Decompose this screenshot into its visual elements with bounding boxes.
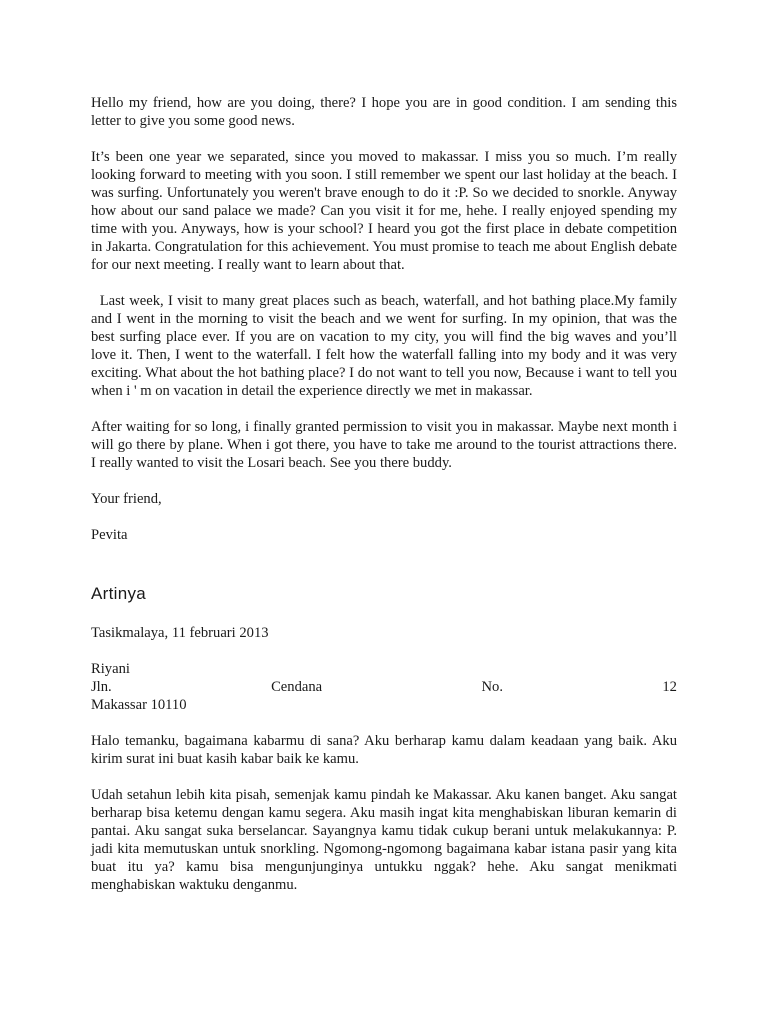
house-number: 12 — [662, 679, 677, 695]
letter-signature: Pevita — [91, 527, 128, 543]
letter-paragraph-3: Last week, I visit to many great places such as beach, waterfall, and hot bathing place.My family and I went in the morning to visit the beach and we went for surfing. In my opinion, that was the best surfing place ever. If you are on vacation to my city, you will find the big waves and you’ll love it. Then, I went to the waterfall. I felt how the waterfall falling into my body and it was very exciting. What about the hot bathing place? I do not want to tell you now, Because i want to tell you when i ' m on vacation in detail the experience directly we met in makassar. — [91, 293, 677, 399]
letter-paragraph-2: It’s been one year we separated, since you moved to makassar. I miss you so much. I’m really looking forward to meeting with you soon. I still remember we spent our last holiday at the beach. I was surfing. Unfortunately you weren't brave enough to do it :P. So we decided to snorkle. Anyway how about our sand palace we made? Can you visit it for me, hehe. I really enjoyed spending my time with you. Anyways, how is your school? I heard you got the first place in debate competition in Jakarta. Congratulation for this achievement. You must promise to teach me about English debate for our next meeting. I really want to learn about that. — [91, 149, 677, 273]
city-line: Makassar 10110 — [91, 697, 187, 713]
recipient-address — [91, 660, 677, 714]
number-label: No. — [481, 679, 503, 695]
document-page — [91, 94, 677, 912]
letter-paragraph-1: Hello my friend, how are you doing, there? I hope you are in good condition. I am sending this letter to give you some good news. — [91, 95, 677, 129]
translation-heading: Artinya — [91, 584, 147, 603]
street-line — [91, 678, 677, 696]
letter-closing: Your friend, — [91, 491, 162, 507]
translation-paragraph-1: Halo temanku, bagaimana kabarmu di sana? Aku berharap kamu dalam keadaan yang baik. Aku kirim surat ini buat kasih kabar baik ke kamu. — [91, 733, 677, 767]
street-name: Cendana — [271, 679, 323, 695]
street-prefix: Jln. — [91, 679, 112, 695]
recipient-name: Riyani — [91, 661, 130, 677]
translation-paragraph-2: Udah setahun lebih kita pisah, semenjak kamu pindah ke Makassar. Aku kanen banget. Aku sangat berharap bisa ketemu dengan kamu segera. Aku masih ingat kita menghabiskan liburan kemarin di pantai. Aku sangat suka berselancar. Sayangnya kamu tidak cukup berani untuk melakukannya: P. jadi kita memutuskan untuk snorkling. Ngomong-ngomong bagaimana kabar istana pasir yang kita buat itu ya? kamu bisa mengunjunginya untukku nggak? hehe. Aku sangat menikmati menghabiskan waktuku denganmu. — [91, 787, 677, 893]
place-date: Tasikmalaya, 11 februari 2013 — [91, 625, 269, 641]
letter-paragraph-4: After waiting for so long, i finally granted permission to visit you in makassar. Maybe next month i will go there by plane. When i got there, you have to take me around to the tourist attractions there. I really wanted to visit the Losari beach. See you there buddy. — [91, 419, 677, 471]
